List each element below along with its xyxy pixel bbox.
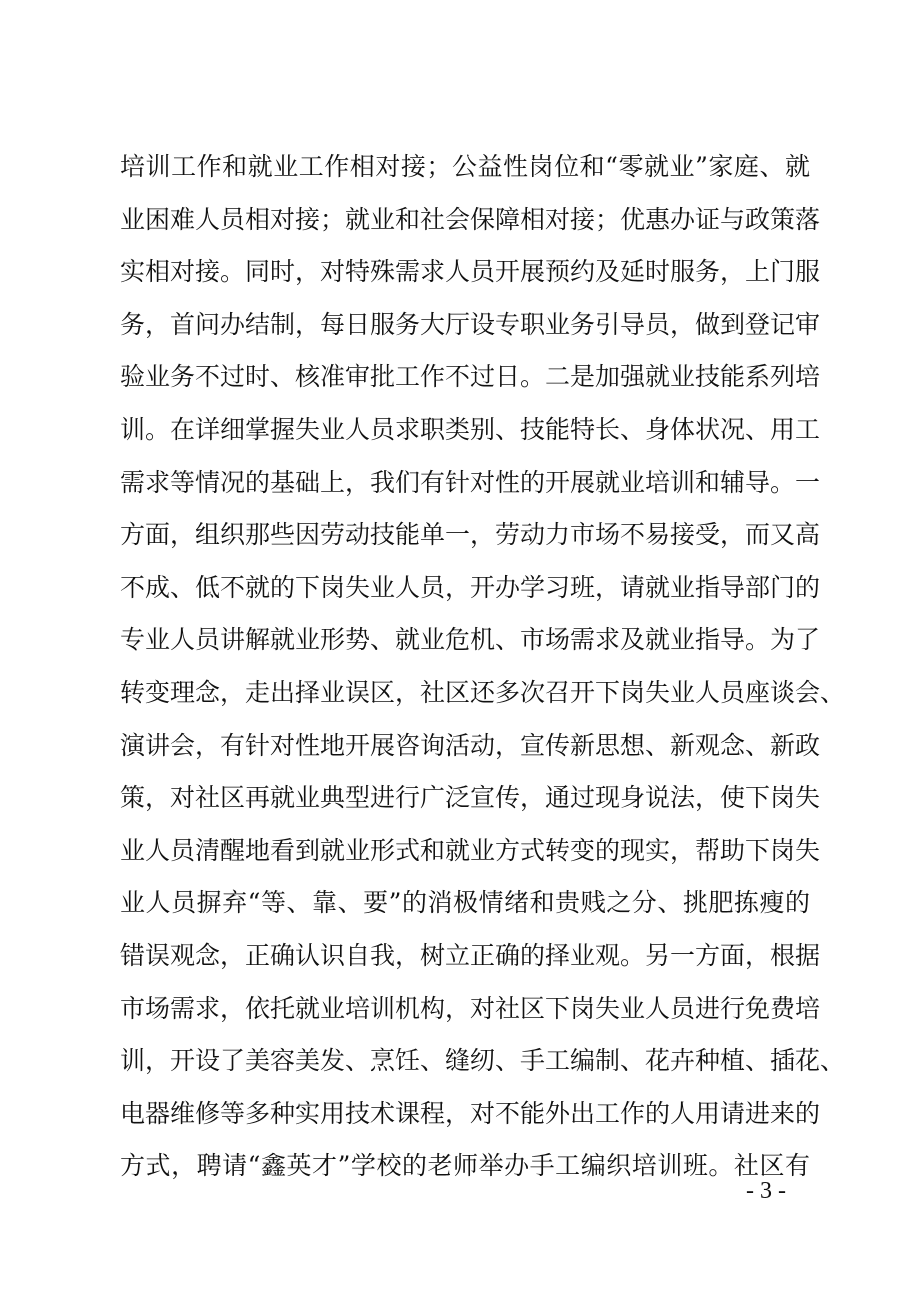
text-line: 业困难人员相对接；就业和社会保障相对接；优惠办证与政策落 (120, 204, 821, 234)
text-line: 实相对接。同时，对特殊需求人员开展预约及延时服务，上门服 (120, 257, 821, 287)
text-line: 业人员摒弃“等、靠、要”的消极情绪和贵贱之分、挑肥拣瘦的 (120, 888, 810, 918)
text-line: 市场需求，依托就业培训机构，对社区下岗失业人员进行免费培 (120, 993, 821, 1023)
text-line: 方式，聘请“鑫英才”学校的老师举办手工编织培训班。社区有 (120, 1151, 810, 1181)
text-line: 演讲会，有针对性地开展咨询活动，宣传新思想、新观念、新政 (120, 730, 821, 760)
text-line: 方面，组织那些因劳动技能单一，劳动力市场不易接受，而又高 (120, 520, 821, 550)
text-line: 验业务不过时、核准审批工作不过日。二是加强就业技能系列培 (120, 362, 821, 392)
body-paragraph (120, 141, 846, 1193)
page-number: - 3 - (746, 1178, 786, 1204)
text-line: 务，首问办结制，每日服务大厅设专职业务引导员，做到登记审 (120, 309, 821, 339)
text-line: 错误观念，正确认识自我，树立正确的择业观。另一方面，根据 (120, 940, 821, 970)
text-line: 需求等情况的基础上，我们有针对性的开展就业培训和辅导。一 (120, 467, 821, 497)
text-line: 转变理念，走出择业误区，社区还多次召开下岗失业人员座谈会、 (120, 677, 846, 707)
text-line: 训。在详细掌握失业人员求职类别、技能特长、身体状况、用工 (120, 414, 821, 444)
text-line: 不成、低不就的下岗失业人员，开办学习班，请就业指导部门的 (120, 572, 821, 602)
text-line: 训，开设了美容美发、烹饪、缝纫、手工编制、花卉种植、插花、 (120, 1046, 846, 1076)
text-line: 专业人员讲解就业形势、就业危机、市场需求及就业指导。为了 (120, 625, 821, 655)
text-line: 业人员清醒地看到就业形式和就业方式转变的现实，帮助下岗失 (120, 835, 821, 865)
text-line: 电器维修等多种实用技术课程，对不能外出工作的人用请进来的 (120, 1098, 821, 1128)
text-line: 培训工作和就业工作相对接；公益性岗位和“零就业”家庭、就 (120, 152, 810, 181)
text-line: 策，对社区再就业典型进行广泛宣传，通过现身说法，使下岗失 (120, 783, 821, 813)
